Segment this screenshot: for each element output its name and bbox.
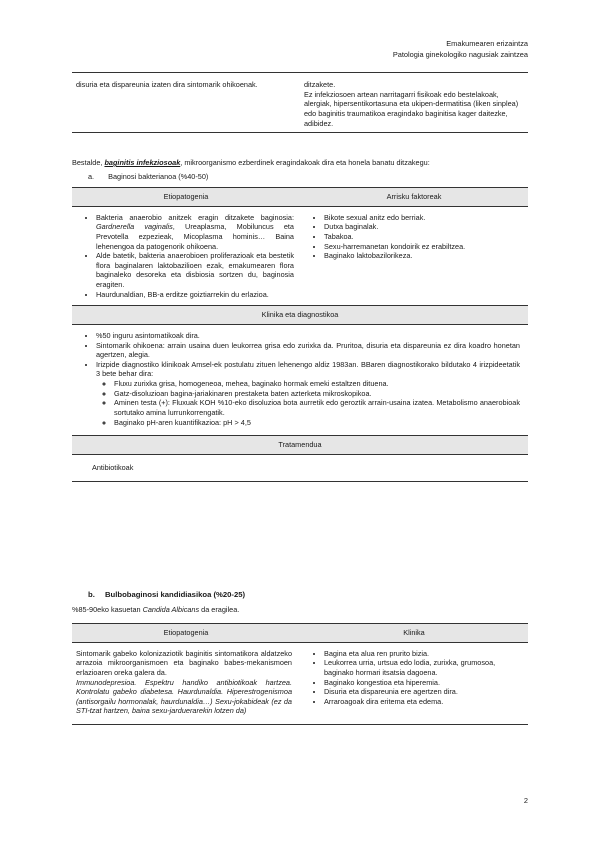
section-b-title: Bulbobaginosi kandidiasikoa (%20-25) (104, 590, 246, 599)
list-item: • Bagina eta alua ren prurito bizia. (324, 649, 524, 659)
continued-right-cell (300, 78, 528, 133)
list-item: • Haurdunaldian, BB-a erditze goiztiarrekin du erlazioa. (96, 290, 294, 300)
intro-term-link[interactable]: baginitis infekziosoak (104, 158, 181, 167)
section-a-heading (88, 172, 544, 182)
list-item: • Baginako kongestioa eta hiperemia. (324, 678, 524, 688)
intro-text-pre: Bestalde, (72, 158, 105, 167)
continued-right-paragraph: Ez infekziosoen artean narritagarri fisikoak edo bestelakoak, alergiak, hipersentikortasuna eta ukipen-dermatitisa (liken sinplea) edo baginitis traumatikoa eragindako baginitisa kager daitezke, adibidez. (304, 89, 519, 128)
list-item: • Sexu-harremanetan kondoirik ez erabiltzea. (324, 242, 524, 252)
amsel-criteria-list (96, 379, 520, 427)
section-a-title: Baginosi bakterianoa (%40-50) (108, 172, 209, 181)
section-a-clinic-heading: Klinika eta diagnostikoa (72, 306, 528, 325)
section-b-marker: b. (88, 590, 95, 599)
page-number: 2 (523, 796, 528, 805)
list-item: • Alde batetik, bakteria anaerobioen proliferazioak eta bestetik flora baginalaren laktobazilioen ezak, emakumearen flora baginaleko desoreka eta disbiosia sortzen du, baginosia eragiten. (96, 251, 294, 290)
list-item (96, 360, 520, 427)
continued-left-cell: disuria eta dispareunia izaten dira sintomarik ohikoenak. (76, 80, 258, 89)
section-a-clinic-list (76, 331, 520, 427)
intro-paragraph (72, 158, 542, 168)
section-b-intro (72, 605, 528, 615)
continued-right-line: ditzakete. (304, 80, 336, 89)
list-item: • Dutxa baginalak. (324, 222, 524, 232)
section-b-species: Candida Albicans (142, 605, 200, 614)
header-chapter-title: Patologia ginekologiko nagusiak zaintzea (392, 50, 528, 60)
section-b-etio-cell (72, 642, 300, 724)
list-item: • Bikote sexual anitz edo berriak. (324, 213, 524, 223)
section-b-clinic-list (304, 649, 524, 707)
etio-item1-text-post: , Ureaplasma, Mobiluncus eta Prevotella ezpezieak, Micoplasma hominis… Baina lehenengoa da patogenorik ohikoena. (96, 222, 294, 251)
section-a-col-etiopatogenia: Etiopatogenia (72, 188, 300, 207)
section-b-etio-text: Sintomarik gabeko kolonizaziotik baginitis sintomatikora aldatzeko arrazoia mikroorganismoen eta baginako babes-mekanismoen erlazioaren oreka galera da. (76, 648, 292, 677)
continued-table (72, 78, 528, 133)
section-b-intro-pre: %85-90eko kasuetan (72, 605, 143, 614)
list-item: • %50 inguru asintomatikoak dira. (96, 331, 520, 341)
list-item: ◦ Baginako pH-aren kuantifikazioa: pH > 4,5 (114, 418, 520, 428)
running-header (393, 38, 528, 60)
intro-text-post: , mikroorganismo ezberdinek eragindakoak dira eta honela banatu ditzakegu: (180, 158, 430, 167)
list-item: ◦ Aminen testa (+): Fluxuak KOH %10-eko disoluzioa bota aurretik edo geroztik arrain-usaina izatea. Metabolismo anaerobioak sortutako amina lurrunkorrengatik. (114, 398, 520, 417)
clinic-criteria-text: Irizpide diagnostiko klinikoak Amsel-ek postulatu zituen lehenengo aldiz 1983an. BBaren diagnostikorako bildutako 4 irizpideetatik 3 bete behar dira: (96, 359, 520, 379)
section-a-marker: a. (88, 172, 95, 181)
list-item: • Disuria eta dispareunia ere agertzen dira. (324, 687, 524, 697)
header-course-title: Emakumearen erizaintza (446, 39, 528, 48)
section-b-col-clinic: Klinika (300, 624, 528, 643)
section-b-clinic-cell (300, 642, 528, 724)
list-item: • Arraroagoak dira eritema eta edema. (324, 697, 524, 707)
section-b-risk-factors: Immunodepresioa. Espektru handiko antibiotikoak hartzea. Kontrolatu gabeko diabetesa. Haurdunaldia. Hiperestrogenismoa (antisorgailu hormonalak, haurdunaldia…) Sexu-jokabideak (ez da STI-tzat hartzen, baina sexu-jarduerarekin lotzen da) (76, 677, 292, 716)
etio-item1-text: Bakteria anaerobio anitzek eragin ditzakete baginosia: (96, 212, 294, 222)
list-item: • Leukorrea urria, urtsua edo lodia, zurixka, grumosoa, baginako hormari itsatsia dagoena. (324, 658, 524, 677)
section-b-table (72, 623, 528, 725)
section-a-treatment-text: Antibiotikoak (92, 462, 134, 472)
section-b-col-etiopatogenia: Etiopatogenia (72, 624, 300, 643)
section-a-risk-cell (300, 206, 528, 306)
section-a-etio-cell (72, 206, 300, 306)
section-a-treatment-heading: Tratamendua (72, 436, 528, 455)
list-item: • Baginako laktobazilorikeza. (324, 251, 524, 261)
list-item: • Sintomarik ohikoena: arrain usaina duen leukorrea grisa edo zurixka da. Pruritoa, disuria eta dispareunia ez dira koadro honetan agertzen, alegia. (96, 341, 520, 360)
list-item: • Tabakoa. (324, 232, 524, 242)
etio-item1-species: Gardnerella vaginalis (96, 222, 173, 232)
section-a-col-risk: Arrisku faktoreak (300, 188, 528, 207)
list-item: ◦ Gatz-disoluzioan bagina-jariakinaren prestaketa baten azterketa mikroskopikoa. (114, 389, 520, 399)
section-a-risk-list (304, 213, 524, 261)
section-b-intro-post: da eragilea. (199, 605, 240, 614)
section-a-etio-list (76, 213, 294, 300)
list-item: ◦ Fluxu zurixka grisa, homogeneoa, mehea, baginako hormak emeki estaltzen dituena. (114, 379, 520, 389)
list-item (96, 213, 294, 252)
header-rule (72, 72, 528, 73)
section-b-heading (88, 590, 544, 600)
section-a-table (72, 187, 528, 482)
section-a-clinic-cell (72, 324, 528, 435)
